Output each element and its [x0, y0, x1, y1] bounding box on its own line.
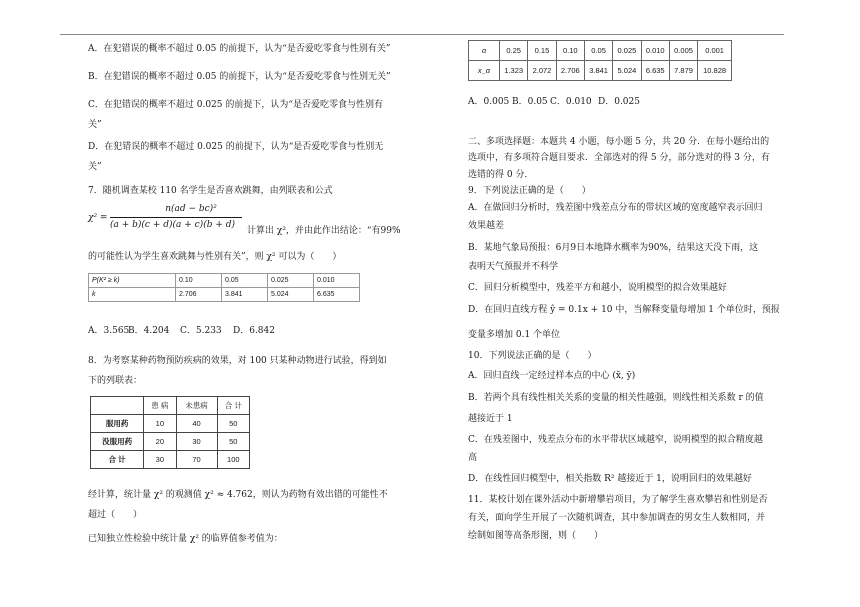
table-header-cell [91, 397, 144, 415]
q8-line4: 超过（ ） [88, 510, 143, 520]
q7-formula-denominator: (a + b)(c + d)(a + c)(b + d) [110, 220, 235, 230]
q8-option-c: C．0.010 [550, 97, 592, 107]
critical-value-table [468, 40, 732, 81]
q11-line2: 有关，面向学生开展了一次随机调查，其中参加调查的男女生人数相同，并 [468, 513, 766, 523]
table-cell: 7.879 [669, 61, 697, 81]
table-cell: k [89, 288, 176, 302]
table-cell: 合 计 [91, 451, 144, 469]
q7-option-b: B．4.204 [128, 326, 170, 336]
table-cell: 30 [176, 433, 217, 451]
q7-stem: 7．随机调查某校 110 名学生是否喜欢跳舞，由列联表和公式 [88, 186, 333, 196]
table-cell: 0.010 [314, 274, 360, 288]
table-row [91, 433, 250, 451]
q8-line5: 已知独立性检验中统计量 χ² 的临界值参考值为： [88, 534, 283, 544]
table-cell: P(K² ≥ k) [89, 274, 176, 288]
q8-option-b: B．0.05 [512, 97, 548, 107]
q9-option-a: A．在做回归分析时，残差图中残差点分布的带状区域的宽度越窄表示回归 [468, 203, 763, 213]
section2-line2: 选项中，有多项符合题目要求．全部选对的得 5 分，部分选对的得 3 分，有 [468, 153, 770, 163]
q8-line3: 经计算，统计量 χ² 的观测值 χ² ≈ 4.762，则认为药物有效出错的可能性不 [88, 490, 388, 500]
q8-option-d: D．0.025 [598, 97, 640, 107]
table-cell: 10 [144, 415, 176, 433]
q6-option-c-cont: 关” [88, 120, 102, 130]
table-row [91, 415, 250, 433]
table-cell: 2.706 [556, 61, 584, 81]
table-row [469, 41, 732, 61]
q10-option-a: A．回归直线一定经过样本点的中心 (x̄, ȳ) [468, 371, 636, 381]
q6-option-c: C．在犯错误的概率不超过 0.025 的前提下，认为“是否爱吃零食与性别有 [88, 100, 383, 110]
q7-option-d: D．6.842 [233, 326, 275, 336]
q7-line2: 的可能性认为学生喜欢跳舞与性别有关”，则 χ² 可以为（ ） [88, 252, 342, 262]
table-cell: 0.025 [268, 274, 314, 288]
q6-option-d: D．在犯错误的概率不超过 0.025 的前提下，认为“是否爱吃零食与性别无 [88, 142, 384, 152]
q8-option-a: A．0.005 [468, 97, 510, 107]
q7-formula-lhs: χ² = [88, 213, 108, 223]
q10-stem: 10．下列说法正确的是（ ） [468, 351, 597, 361]
q9-option-c: C．回归分析模型中，残差平方和越小，说明模型的拟合效果越好 [468, 283, 727, 293]
q8-line2: 下的列联表： [88, 376, 143, 386]
table-row [469, 61, 732, 81]
table-cell: 0.025 [613, 41, 641, 61]
q6-option-b: B．在犯错误的概率不超过 0.05 的前提下，认为“是否爱吃零食与性别无关” [88, 72, 391, 82]
table-cell: 3.841 [222, 288, 268, 302]
table-cell: 20 [144, 433, 176, 451]
q9-option-d-cont: 变量多增加 0.1 个单位 [468, 330, 561, 340]
q7-option-a: A．3.565 [88, 326, 130, 336]
table-cell: 10.828 [698, 61, 732, 81]
section2-line1: 二、多项选择题：本题共 4 小题，每小题 5 分，共 20 分．在每小题给出的 [468, 137, 770, 147]
table-cell: 50 [217, 415, 249, 433]
q8-line1: 8．为考察某种药物预防疾病的效果，对 100 只某种动物进行试验，得到如 [88, 356, 387, 366]
table-row [89, 288, 360, 302]
table-header-cell: 患 病 [144, 397, 176, 415]
table-cell: 服用药 [91, 415, 144, 433]
table-cell: 100 [217, 451, 249, 469]
q9-option-a-cont: 效果越差 [468, 221, 505, 231]
table-cell: 0.10 [176, 274, 222, 288]
q10-option-b-cont: 越接近于 1 [468, 414, 513, 424]
q10-option-d: D．在线性回归模型中，相关指数 R² 越接近于 1，说明回归的效果越好 [468, 474, 752, 484]
table-cell: 40 [176, 415, 217, 433]
q10-option-b: B．若两个具有线性相关关系的变量的相关性越强，则线性相关系数 r 的值 [468, 393, 764, 403]
q7-critical-table [88, 273, 360, 302]
q7-formula-numerator: n(ad − bc)² [165, 204, 217, 214]
table-cell: 30 [144, 451, 176, 469]
table-cell: 0.010 [641, 41, 669, 61]
table-cell: 5.024 [268, 288, 314, 302]
table-cell: 2.706 [176, 288, 222, 302]
q8-contingency-table [90, 396, 250, 469]
q6-option-a: A．在犯错误的概率不超过 0.05 的前提下，认为“是否爱吃零食与性别有关” [88, 44, 391, 54]
table-cell: 6.635 [641, 61, 669, 81]
table-cell: 0.005 [669, 41, 697, 61]
table-cell: 0.05 [584, 41, 612, 61]
section2-line3: 选错的得 0 分． [468, 170, 534, 180]
q11-line3: 绘制如图等高条形图，则（ ） [468, 531, 604, 541]
q7-option-c: C．5.233 [180, 326, 222, 336]
q11-line1: 11．某校计划在课外活动中新增攀岩项目，为了解学生喜欢攀岩和性别是否 [468, 495, 768, 505]
q9-option-d: D．在回归直线方程 ŷ = 0.1x + 10 中，当解释变量每增加 1 个单位时，预报 [468, 305, 780, 315]
table-cell: 0.001 [698, 41, 732, 61]
table-cell: 0.15 [528, 41, 556, 61]
q6-option-d-cont: 关” [88, 162, 102, 172]
table-cell: 50 [217, 433, 249, 451]
table-cell: 3.841 [584, 61, 612, 81]
table-cell: 0.10 [556, 41, 584, 61]
table-cell: 2.072 [528, 61, 556, 81]
table-row [89, 274, 360, 288]
q7-after-formula: 计算出 χ²，并由此作出结论：“有99% [247, 226, 401, 236]
table-header-cell: x_α [469, 61, 500, 81]
q9-option-b-cont: 表明天气预报并不科学 [468, 262, 559, 272]
table-row [91, 397, 250, 415]
q9-stem: 9．下列说法正确的是（ ） [468, 186, 591, 196]
table-cell: 0.05 [222, 274, 268, 288]
table-cell: 70 [176, 451, 217, 469]
q10-option-c-cont: 高 [468, 453, 478, 463]
q9-option-b: B．某地气象局预报：6月9日本地降水概率为90%，结果这天没下雨，这 [468, 243, 759, 253]
q10-option-c: C．在残差图中，残差点分布的水平带状区域越窄，说明模型的拟合精度越 [468, 435, 763, 445]
table-cell: 1.323 [500, 61, 528, 81]
table-cell: 5.024 [613, 61, 641, 81]
table-cell: 0.25 [500, 41, 528, 61]
table-header-cell: 合 计 [217, 397, 249, 415]
table-row [91, 451, 250, 469]
page-top-rule [60, 34, 784, 35]
table-header-cell: α [469, 41, 500, 61]
table-header-cell: 未患病 [176, 397, 217, 415]
table-cell: 6.635 [314, 288, 360, 302]
q7-formula-bar [110, 217, 242, 218]
table-cell: 没服用药 [91, 433, 144, 451]
